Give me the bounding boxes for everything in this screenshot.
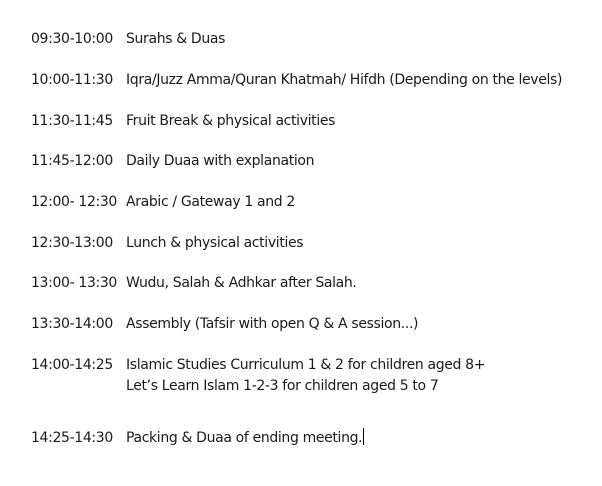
- time-slot: 14:25-14:30: [31, 430, 113, 446]
- schedule-row: [0, 427, 602, 449]
- schedule-row: [0, 232, 602, 254]
- activity: Fruit Break & physical activities: [126, 113, 336, 129]
- activity: Wudu, Salah & Adhkar after Salah.: [126, 275, 357, 291]
- time-slot: 14:00-14:25: [31, 357, 113, 373]
- text-caret: [363, 428, 364, 445]
- schedule-row: [0, 354, 602, 398]
- activity: Islamic Studies Curriculum 1 & 2 for children aged 8+: [126, 357, 486, 373]
- time-slot: 11:45-12:00: [31, 153, 113, 169]
- schedule-row: [0, 150, 602, 172]
- time-slot: 12:30-13:00: [31, 235, 113, 251]
- schedule-row: [0, 272, 602, 294]
- time-slot: 12:00- 12:30: [31, 194, 117, 210]
- activity: Lunch & physical activities: [126, 235, 304, 251]
- activity: Arabic / Gateway 1 and 2: [126, 194, 295, 210]
- time-slot: 09:30-10:00: [31, 31, 113, 47]
- schedule-row: [0, 110, 602, 132]
- time-slot: 11:30-11:45: [31, 113, 113, 129]
- schedule-row: [0, 28, 602, 50]
- activity: Surahs & Duas: [126, 31, 226, 47]
- activity: Daily Duaa with explanation: [126, 153, 315, 169]
- schedule-row: [0, 313, 602, 335]
- schedule-row: [0, 69, 602, 91]
- time-slot: 10:00-11:30: [31, 72, 113, 88]
- time-slot: 13:30-14:00: [31, 316, 113, 332]
- schedule-row: [0, 191, 602, 213]
- activity: Packing & Duaa of ending meeting.: [126, 430, 363, 446]
- activity: Assembly (Tafsir with open Q & A session...): [126, 316, 419, 332]
- time-slot: 13:00- 13:30: [31, 275, 117, 291]
- activity: Iqra/Juzz Amma/Quran Khatmah/ Hifdh (Depending on the levels): [126, 72, 563, 88]
- activity-with-caret: [126, 427, 364, 449]
- activity-line-2: Let’s Learn Islam 1-2-3 for children aged 5 to 7: [126, 378, 439, 394]
